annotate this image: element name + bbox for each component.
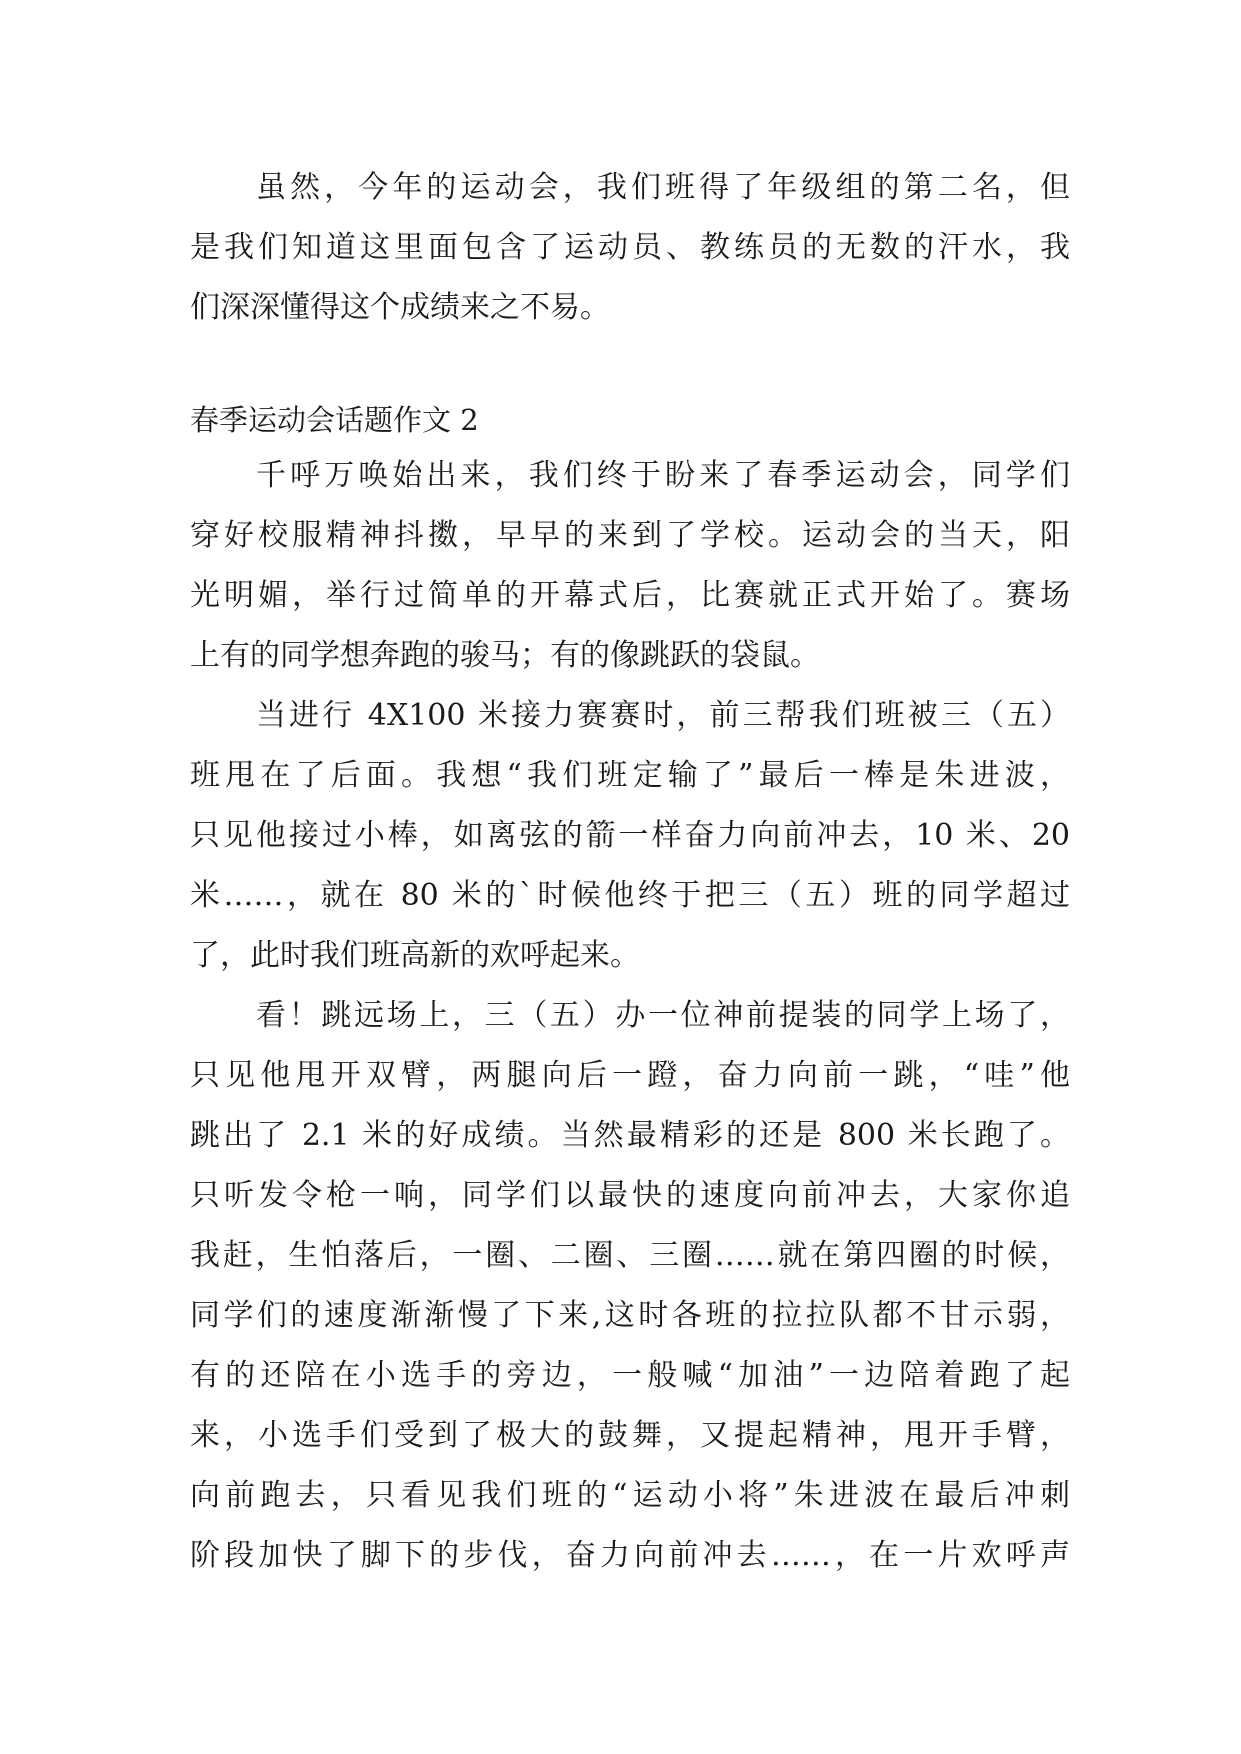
intro-line-1: 虽然，今年的运动会，我们班得了年级组的第二名，但 bbox=[256, 170, 1070, 205]
p3-line-8: 来，小选手们受到了极大的鼓舞，又提起精神，甩开手臂， bbox=[190, 1418, 1070, 1453]
p3-line-4: 只听发令枪一响，同学们以最快的速度向前冲去，大家你追 bbox=[190, 1178, 1070, 1213]
p1-line-2: 穿好校服精神抖擞，早早的来到了学校。运动会的当天，阳 bbox=[190, 518, 1070, 553]
p2-line-1: 当进行 4X100 米接力赛赛时，前三帮我们班被三（五） bbox=[256, 698, 1070, 733]
p2-line-3: 只见他接过小棒，如离弦的箭一样奋力向前冲去，10 米、20 bbox=[190, 818, 1070, 853]
p2-line-5: 了，此时我们班高新的欢呼起来。 bbox=[190, 938, 640, 973]
intro-line-3: 们深深懂得这个成绩来之不易。 bbox=[190, 290, 610, 325]
p3-line-10: 阶段加快了脚下的步伐，奋力向前冲去……，在一片欢呼声 bbox=[190, 1538, 1070, 1573]
p1-line-3: 光明媚，举行过简单的开幕式后，比赛就正式开始了。赛场 bbox=[190, 578, 1070, 613]
p3-line-3: 跳出了 2.1 米的好成绩。当然最精彩的还是 800 米长跑了。 bbox=[190, 1118, 1070, 1153]
p1-line-4: 上有的同学想奔跑的骏马；有的像跳跃的袋鼠。 bbox=[190, 638, 820, 673]
p3-line-2: 只见他甩开双臂，两腿向后一蹬，奋力向前一跳，“哇”他 bbox=[190, 1058, 1070, 1093]
p1-line-1: 千呼万唤始出来，我们终于盼来了春季运动会，同学们 bbox=[256, 458, 1070, 493]
p3-line-9: 向前跑去，只看见我们班的“运动小将”朱进波在最后冲刺 bbox=[190, 1478, 1070, 1513]
p3-line-1: 看！跳远场上，三（五）办一位神前提装的同学上场了， bbox=[256, 998, 1070, 1033]
intro-line-2: 是我们知道这里面包含了运动员、教练员的无数的汗水，我 bbox=[190, 230, 1070, 265]
p2-line-4: 米……，就在 80 米的`时候他终于把三（五）班的同学超过 bbox=[190, 878, 1070, 913]
p3-line-6: 同学们的速度渐渐慢了下来,这时各班的拉拉队都不甘示弱， bbox=[190, 1298, 1070, 1333]
essay-heading: 春季运动会话题作文 2 bbox=[190, 403, 479, 437]
p2-line-2: 班甩在了后面。我想“我们班定输了”最后一棒是朱进波， bbox=[190, 758, 1070, 793]
p3-line-7: 有的还陪在小选手的旁边，一般喊“加油”一边陪着跑了起 bbox=[190, 1358, 1070, 1393]
p3-line-5: 我赶，生怕落后，一圈、二圈、三圈……就在第四圈的时候， bbox=[190, 1238, 1070, 1273]
